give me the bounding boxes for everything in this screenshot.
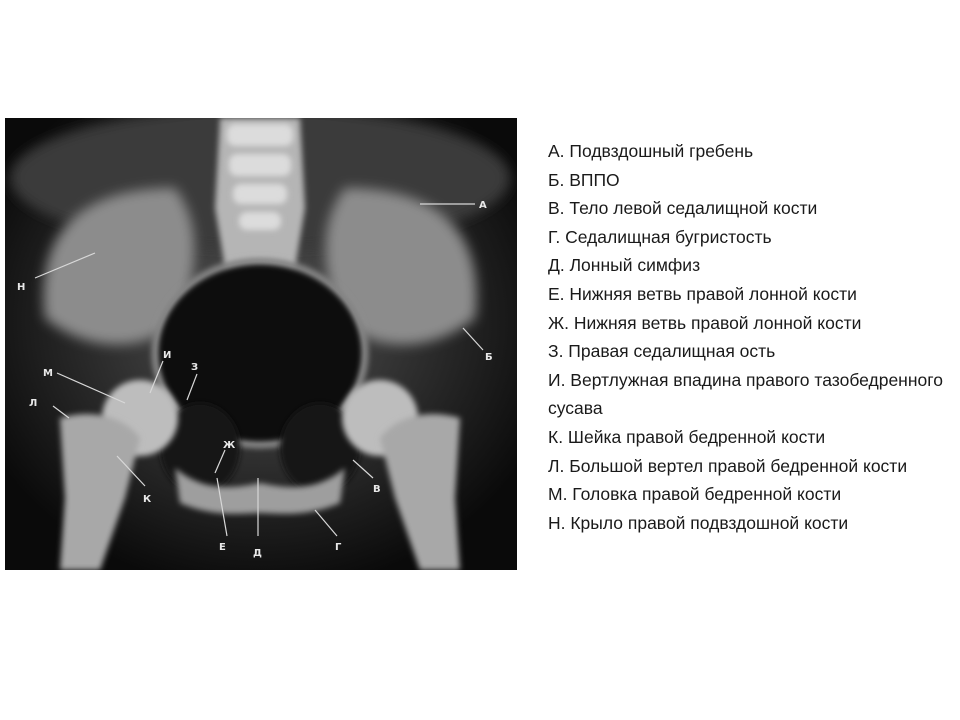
label-n: Н [17, 282, 26, 293]
anatomy-legend [548, 137, 948, 537]
legend-item-i: И. Вертлужная впадина правого тазобедренного сусава [548, 369, 943, 419]
label-e: Е [219, 542, 226, 553]
legend-item-n: Н. Крыло правой подвздошной кости [548, 512, 849, 533]
pelvis-xray-image [5, 118, 517, 570]
label-b: Б [485, 352, 493, 363]
label-g: Г [335, 542, 342, 553]
legend-item-z: З. Правая седалищная ость [548, 341, 776, 362]
label-a: А [479, 200, 487, 211]
legend-item-v: В. Тело левой седалищной кости [548, 198, 818, 219]
legend-item-d: Д. Лонный симфиз [548, 255, 701, 276]
xray-drawing [5, 118, 517, 570]
label-v: В [373, 484, 381, 495]
label-k: К [143, 494, 152, 505]
legend-item-b: Б. ВППО [548, 169, 620, 190]
label-zh: Ж [223, 440, 236, 451]
legend-item-e: Е. Нижняя ветвь правой лонной кости [548, 283, 857, 304]
label-l: Л [29, 398, 38, 409]
legend-item-m: М. Головка правой бедренной кости [548, 484, 842, 505]
legend-item-zh: Ж. Нижняя ветвь правой лонной кости [548, 312, 862, 333]
legend-item-l: Л. Большой вертел правой бедренной кости [548, 455, 908, 476]
label-d: Д [253, 548, 262, 559]
legend-item-g: Г. Седалищная бугристость [548, 226, 772, 247]
label-i: И [163, 350, 172, 361]
legend-item-k: К. Шейка правой бедренной кости [548, 426, 826, 447]
legend-item-a: А. Подвздошный гребень [548, 141, 754, 161]
label-z: З [191, 362, 199, 373]
label-m: М [43, 368, 53, 379]
